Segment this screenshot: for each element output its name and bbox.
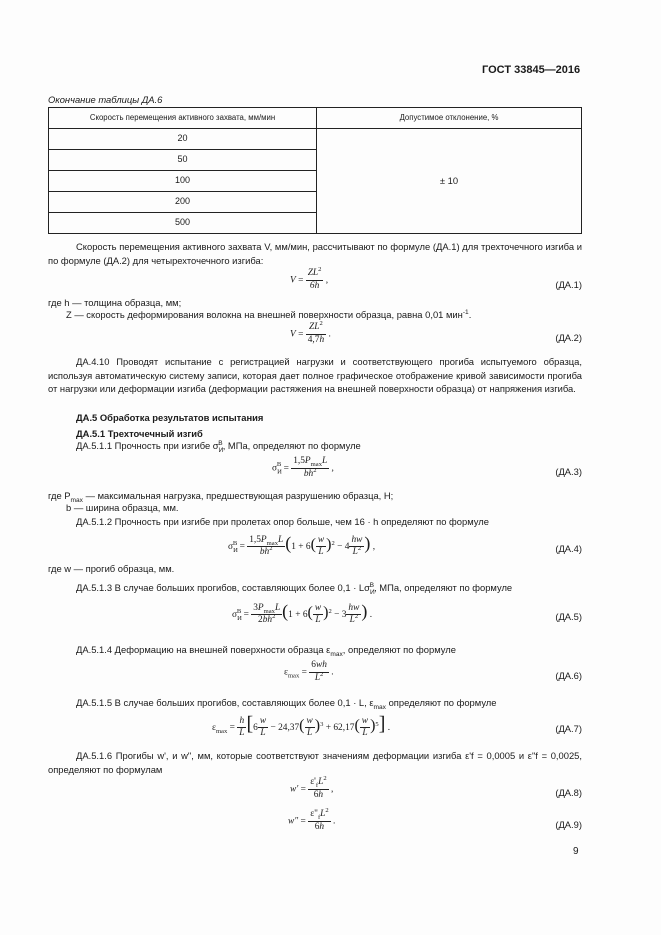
paragraph-da513: ДА.5.1.3 В случае больших прогибов, составляющих более $0,1 \cdot L\sigma_И^В$, МПа, определяют по формуле [76, 581, 513, 596]
speed-cell: 100 [49, 171, 317, 192]
equation-number: (ДА.9) [555, 819, 582, 830]
equation-number: (ДА.3) [555, 466, 582, 477]
equation-da1: V = $\frac{ZL^2}{6h}$ , [290, 265, 329, 291]
where-b: b — ширина образца, мм. [66, 502, 179, 513]
where-z: Z — скорость деформирования волокна на внешней поверхности образца, равна 0,01 мин$^{-1}$. [66, 308, 472, 320]
equation-number: (ДА.1) [555, 279, 582, 290]
equation-number: (ДА.5) [555, 611, 582, 622]
speed-cell: 50 [49, 150, 317, 171]
paragraph-da516: ДА.5.1.6 Прогибы w', и w", мм, которые соответствуют значениям деформации изгиба ε'f = 0,0005 и ε"f = 0,0025, определяют по формулам [48, 750, 582, 775]
equation-number: (ДА.6) [555, 670, 582, 681]
col-header-speed: Скорость перемещения активного захвата, мм/мин [49, 108, 317, 129]
paragraph-da514: ДА.5.1.4 Деформацию на внешней поверхности образца $\varepsilon_{max}$, определяют по формуле [76, 644, 456, 658]
paragraph-da512: ДА.5.1.2 Прочность при изгибе при пролетах опор больше, чем 16 · h определяют по формуле [76, 516, 489, 527]
speed-table [48, 107, 582, 234]
speed-cell: 200 [49, 192, 317, 213]
equation-da2: V = $\frac{ZL^2}{4,7h}$ . [290, 319, 331, 345]
table-caption: Окончание таблицы ДА.6 [48, 94, 163, 105]
page-number: 9 [573, 846, 579, 857]
document-code: ГОСТ 33845—2016 [482, 64, 581, 76]
equation-number: (ДА.2) [555, 332, 582, 343]
deviation-cell: ± 10 [317, 129, 582, 234]
equation-da4: $\sigma_И^В$ = $\frac{1,5P_{max}L}{bh^2}$ (1 + 6( $\frac{w}{L}$ )$^2$ − 4 $\frac{hw}{L^2}$ ) , [228, 533, 376, 558]
equation-da8: w' = $\frac{\varepsilon'_fL^2}{6h}$ , [290, 774, 334, 800]
paragraph-speed: Скорость перемещения активного захвата V, мм/мин, рассчитывают по формуле (ДА.1) для трехточечного изгиба и по формуле (ДА.2) для четырехточечного изгиба: [48, 241, 582, 266]
equation-da7: $\varepsilon_{max}$ = $\frac{h}{L}$ [6 $\frac{w}{L}$ − 24,37( $\frac{w}{L}$ )$^3$ + 62,17( $\frac{w}{L}$ )$^5$] . [212, 713, 391, 739]
speed-cell: 500 [49, 213, 317, 234]
equation-da5: $\sigma_И^В$ = $\frac{3P_{max}L}{2bh^2}$ (1 + 6( $\frac{w}{L}$ )$^2$ − 3 $\frac{hw}{L^2}$ ) . [232, 601, 373, 626]
equation-number: (ДА.7) [555, 723, 582, 734]
paragraph-da410: ДА.4.10 Проводят испытание с регистрацией нагрузки и соответствующего прогиба испытуемого образца, используя автоматическую систему записи, которая дает полное графическое отображение кривой зависимости прогиба от нагрузки или деформации изгиба (деформации растяжения на внешней поверхности образца) от напряжения изгиба. [48, 356, 582, 395]
equation-da3: $\sigma_И^В$ = $\frac{1,5P_{max}L}{bh^2}$ , [272, 456, 334, 479]
where-h: где h — толщина образца, мм; [48, 297, 182, 308]
equation-da6: $\varepsilon_{max}$ = $\frac{6wh}{L^2}$ . [284, 660, 334, 683]
subsection-heading: ДА.5.1 Трехточечный изгиб [76, 428, 203, 439]
equation-number: (ДА.8) [555, 787, 582, 798]
col-header-deviation: Допустимое отклонение, % [317, 108, 582, 129]
paragraph-da515: ДА.5.1.5 В случае больших прогибов, составляющих более 0,1 · L, $\varepsilon_{max}$ определяют по формуле [76, 697, 497, 711]
equation-number: (ДА.4) [555, 543, 582, 554]
equation-da9: w" = $\frac{\varepsilon"_fL^2}{6h}$ . [288, 806, 336, 832]
where-pmax: где $P_{max}$ — максимальная нагрузка, предшествующая разрушению образца, Н; [48, 490, 394, 504]
section-heading: ДА.5 Обработка результатов испытания [76, 412, 264, 423]
speed-cell: 20 [49, 129, 317, 150]
paragraph-da511: ДА.5.1.1 Прочность при изгибе $\sigma_И^В$, МПа, определяют по формуле [76, 439, 361, 454]
where-w: где w — прогиб образца, мм. [48, 563, 175, 574]
